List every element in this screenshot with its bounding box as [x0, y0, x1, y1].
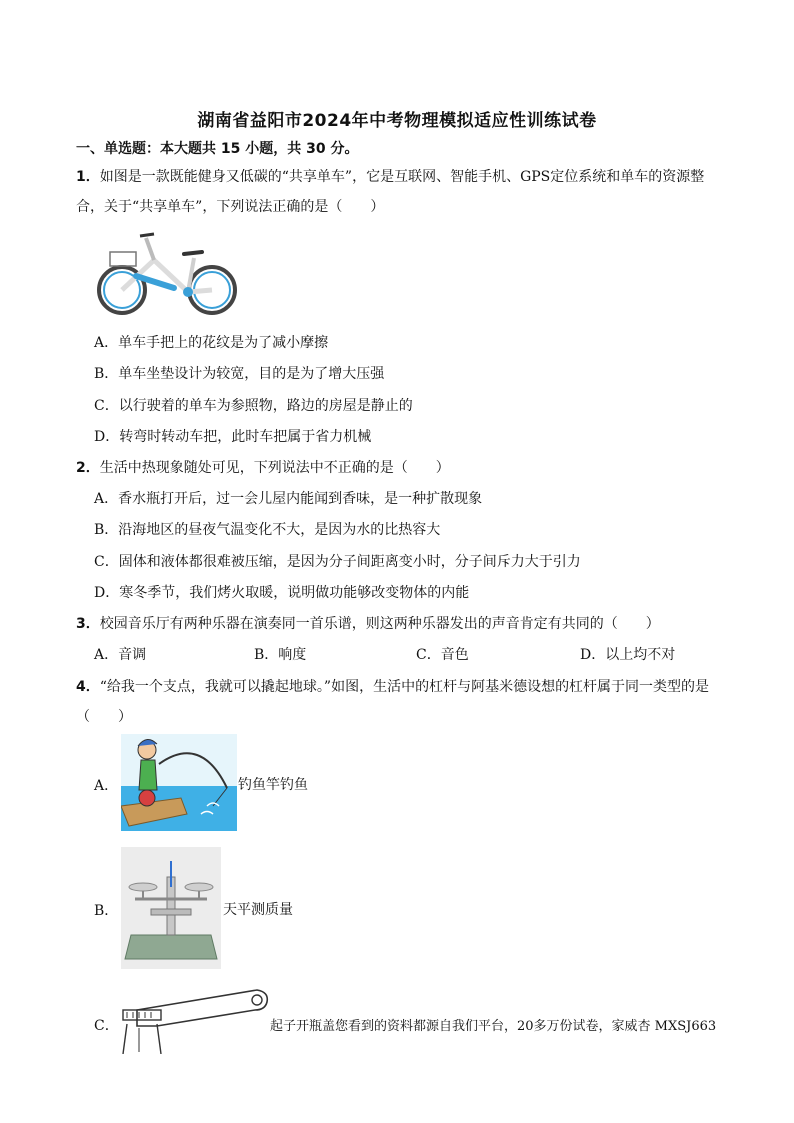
q1-stem-line2: 合，关于“共享单车”，下列说法正确的是（ ） — [76, 199, 385, 215]
q3-text: 校园音乐厅有两种乐器在演奏同一首乐谱，则这两种乐器发出的声音肯定有共同的（ ） — [99, 616, 660, 632]
q4-option-b-label: B． — [94, 903, 119, 919]
q4-option-c-label: C． — [94, 1018, 119, 1034]
q2-option-c: C．固体和液体都很难被压缩，是因为分子间距离变小时，分子间斥力大于引力 — [94, 554, 581, 570]
section-heading: 一、单选题：本大题共 15 小题，共 30 分。 — [76, 141, 359, 157]
q1-option-c: C．以行驶着的单车为参照物，路边的房屋是静止的 — [94, 398, 413, 414]
bottle-opener-image — [117, 988, 269, 1054]
q4-stem-line1 — [76, 676, 709, 696]
q4-option-b-text: 天平测质量 — [223, 902, 293, 918]
q2-option-d: D．寒冬季节，我们烤火取暖，说明做功能够改变物体的内能 — [94, 585, 470, 601]
q3-option-a: A．音调 — [94, 647, 147, 663]
q4-option-c-text: 起子开瓶盖您看到的资料都源自我们平台，20多万份试卷，家威杏 MXSJ663 — [270, 1019, 717, 1034]
fishing-rod-image — [121, 734, 237, 831]
q4-option-a-label: A． — [94, 778, 119, 794]
q4-stem-line2: （ ） — [76, 709, 132, 725]
q4-text: “给我一个支点，我就可以撬起地球。”如图，生活中的杠杆与阿基米德设想的杠杆属于同一类型的是 — [99, 679, 710, 695]
q4-number: 4． — [76, 679, 100, 695]
q1-stem-line1 — [76, 166, 704, 186]
bicycle-image — [96, 230, 238, 320]
q1-text: 如图是一款既能健身又低碳的“共享单车”，它是互联网、智能手机、GPS定位系统和单车的资源整 — [99, 169, 705, 185]
q3-option-b: B．响度 — [254, 647, 307, 663]
q1-number: 1． — [76, 169, 100, 185]
q2-text: 生活中热现象随处可见，下列说法中不正确的是（ ） — [99, 460, 450, 476]
q3-options-row — [94, 644, 734, 664]
q2-option-a: A．香水瓶打开后，过一会儿屋内能闻到香味，是一种扩散现象 — [94, 491, 483, 507]
q2-option-b: B．沿海地区的昼夜气温变化不大，是因为水的比热容大 — [94, 522, 441, 538]
q1-option-d: D．转弯时转动车把，此时车把属于省力机械 — [94, 429, 372, 445]
balance-scale-image — [121, 847, 221, 969]
q1-option-b: B．单车坐垫设计为较宽，目的是为了增大压强 — [94, 366, 385, 382]
q3-number: 3． — [76, 616, 100, 632]
q3-stem — [76, 613, 660, 633]
q2-number: 2． — [76, 460, 100, 476]
exam-title: 湖南省益阳市2024年中考物理模拟适应性训练试卷 — [197, 111, 597, 131]
q4-option-a-text: 钓鱼竿钓鱼 — [238, 777, 308, 793]
q3-option-c: C．音色 — [416, 647, 469, 663]
q3-option-d: D．以上均不对 — [580, 647, 676, 663]
q1-option-a: A．单车手把上的花纹是为了减小摩擦 — [94, 335, 329, 351]
q2-stem — [76, 457, 450, 477]
